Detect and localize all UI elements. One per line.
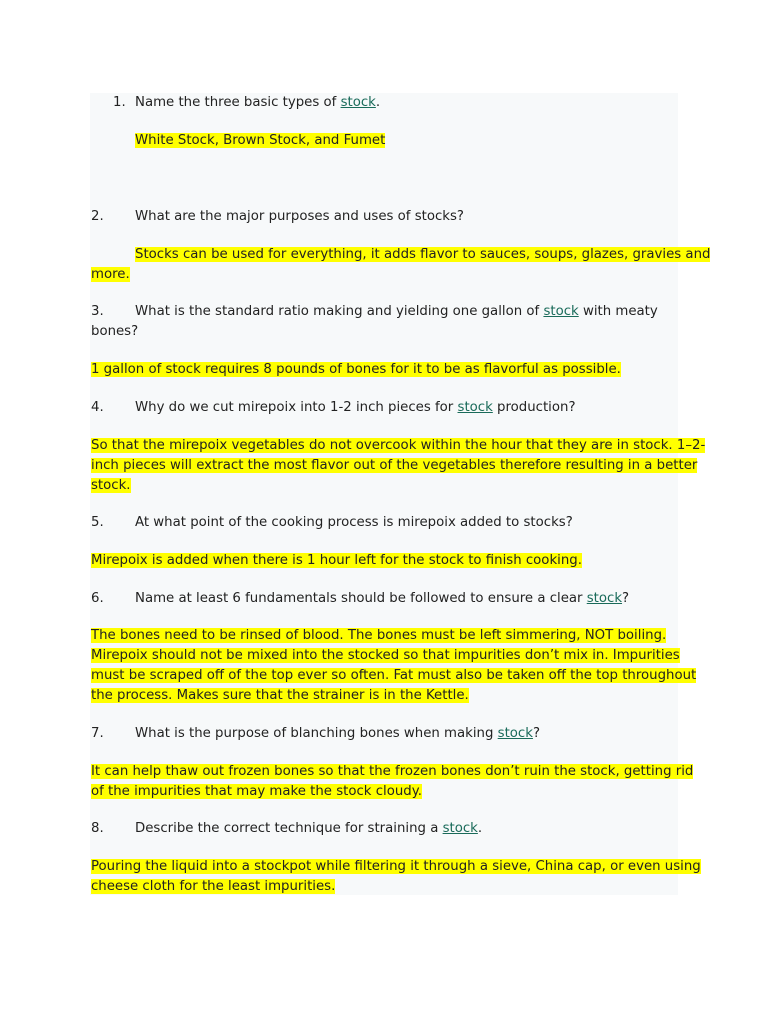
highlighted-answer: Mirepoix is added when there is 1 hour left for the stock to finish cooking. <box>91 553 582 568</box>
question-number: 2. <box>91 209 104 224</box>
question-4 <box>91 398 678 418</box>
question-number: 7. <box>91 726 104 741</box>
question-8 <box>91 819 678 839</box>
answer-4-line-1 <box>91 436 706 456</box>
answer-3 <box>91 360 678 380</box>
highlighted-answer: inch pieces will extract the most flavor out of the vegetables therefore resulting in a better <box>91 458 698 473</box>
highlighted-answer: 1 gallon of stock requires 8 pounds of bones for it to be as flavorful as possible. <box>91 362 621 377</box>
highlighted-answer: It can help thaw out frozen bones so that the frozen bones don’t ruin the stock, getting rid <box>91 764 694 779</box>
highlighted-answer: must be scraped off of the top ever so often. Fat must also be taken off the top throughout <box>91 668 697 683</box>
answer-6-line-4 <box>91 686 678 706</box>
question-3 <box>91 302 678 322</box>
question-2 <box>91 207 678 227</box>
question-7 <box>91 724 678 744</box>
answer-2-line-2 <box>91 265 678 285</box>
question-number: 8. <box>91 821 104 836</box>
question-1 <box>91 93 678 113</box>
answer-5 <box>91 551 678 571</box>
answer-7-line-1 <box>91 762 694 782</box>
stock-link[interactable]: stock <box>497 726 533 741</box>
answer-6-line-1 <box>91 626 678 646</box>
highlighted-answer: the process. Makes sure that the strainer is in the Kettle. <box>91 688 469 703</box>
answer-6-line-3 <box>91 666 697 686</box>
highlighted-answer: of the impurities that may make the stock cloudy. <box>91 784 422 799</box>
question-text: Name at least 6 fundamentals should be followed to ensure a clear stock? <box>135 591 630 606</box>
highlighted-answer: The bones need to be rinsed of blood. The bones must be left simmering, NOT boiling. <box>91 628 667 643</box>
question-text: Describe the correct technique for straining a stock. <box>135 821 483 836</box>
question-number: 1. <box>113 95 126 110</box>
answer-4-line-2 <box>91 456 698 476</box>
stock-link[interactable]: stock <box>340 95 376 110</box>
answer-4-line-3 <box>91 476 678 496</box>
question-text: Name the three basic types of stock. <box>135 95 381 110</box>
highlighted-answer: Mirepoix should not be mixed into the stocked so that impurities don’t mix in. Impurities <box>91 648 680 663</box>
question-3-line-2: bones? <box>91 324 139 339</box>
question-number: 6. <box>91 591 104 606</box>
answer-8-line-1 <box>91 857 701 877</box>
highlighted-answer: White Stock, Brown Stock, and Fumet <box>135 133 386 148</box>
question-5 <box>91 513 678 533</box>
question-6 <box>91 589 678 609</box>
question-text: At what point of the cooking process is mirepoix added to stocks? <box>135 515 573 530</box>
answer-2-line-1 <box>91 245 711 265</box>
stock-link[interactable]: stock <box>586 591 623 606</box>
highlighted-answer: So that the mirepoix vegetables do not overcook within the hour that they are in stock. 1–2- <box>91 438 706 453</box>
question-text: What is the standard ratio making and yielding one gallon of stock with meaty <box>135 304 658 319</box>
highlighted-answer: cheese cloth for the least impurities. <box>91 879 336 894</box>
highlighted-answer: stock. <box>91 478 131 493</box>
stock-link[interactable]: stock <box>442 821 478 836</box>
question-number: 4. <box>91 400 104 415</box>
highlighted-answer: Pouring the liquid into a stockpot while filtering it through a sieve, China cap, or even using <box>91 859 701 874</box>
question-text: Why do we cut mirepoix into 1-2 inch pieces for stock production? <box>135 400 576 415</box>
answer-1 <box>91 131 678 151</box>
highlighted-answer: Stocks can be used for everything, it adds flavor to sauces, soups, glazes, gravies and <box>135 247 711 262</box>
highlighted-answer: more. <box>91 267 130 282</box>
stock-link[interactable]: stock <box>457 400 493 415</box>
answer-6-line-2 <box>91 646 678 666</box>
answer-7-line-2 <box>91 782 678 802</box>
question-text: What are the major purposes and uses of stocks? <box>135 209 464 224</box>
answer-8-line-2 <box>91 877 678 897</box>
stock-link[interactable]: stock <box>543 304 579 319</box>
question-text: What is the purpose of blanching bones when making stock? <box>135 726 541 741</box>
question-number: 5. <box>91 515 104 530</box>
question-number: 3. <box>91 304 104 319</box>
